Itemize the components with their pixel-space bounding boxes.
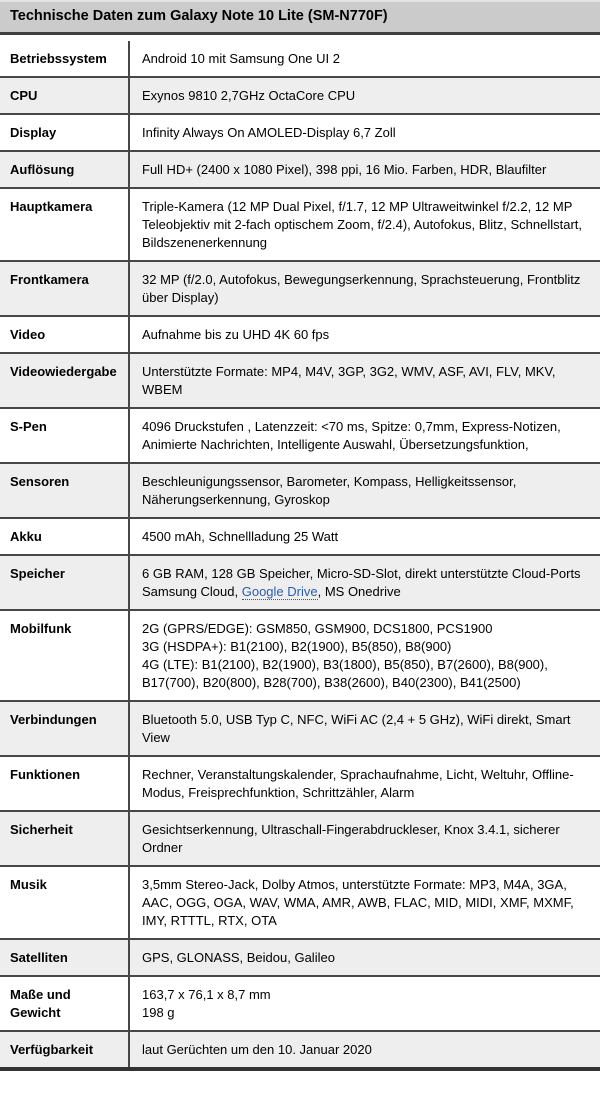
spec-value: 4500 mAh, Schnellladung 25 Watt [142, 529, 339, 544]
spec-label: Verbindungen [0, 702, 130, 755]
spec-value [130, 977, 600, 1030]
spec-label: CPU [0, 78, 130, 113]
spec-value: Beschleunigungssensor, Barometer, Kompass, Helligkeitssensor, Näherungserkennung, Gyroskop [142, 474, 517, 507]
spec-label: Maße und Gewicht [0, 977, 130, 1030]
spec-label: Videowiedergabe [0, 354, 130, 407]
spec-label: Verfügbarkeit [0, 1032, 130, 1067]
spec-value-line: 163,7 x 76,1 x 8,7 mm [142, 987, 271, 1002]
spec-value: Full HD+ (2400 x 1080 Pixel), 398 ppi, 16 Mio. Farben, HDR, Blaufilter [142, 162, 547, 177]
spec-value-text: , MS Onedrive [317, 584, 401, 599]
spec-row-masse-und-gewicht [0, 975, 600, 1030]
spec-row-video [0, 315, 600, 352]
spec-label: Satelliten [0, 940, 130, 975]
spec-value: laut Gerüchten um den 10. Januar 2020 [142, 1042, 372, 1057]
spec-label: Funktionen [0, 757, 130, 810]
spec-label: Sensoren [0, 464, 130, 517]
spec-value [130, 611, 600, 700]
spec-label: Sicherheit [0, 812, 130, 865]
spec-value: Gesichtserkennung, Ultraschall-Fingerabdruckleser, Knox 3.4.1, sicherer Ordner [142, 822, 560, 855]
spec-value [130, 556, 600, 609]
spec-label: Mobilfunk [0, 611, 130, 700]
spec-row-speicher [0, 554, 600, 609]
spec-value-line: 4G (LTE): B1(2100), B2(1900), B3(1800), B5(850), B7(2600), B8(900), B17(700), B20(800), B28(700), B38(2600), B40(2300), B41(2500) [142, 657, 548, 690]
spec-value-line: 198 g [142, 1005, 175, 1020]
spec-row-hauptkamera [0, 187, 600, 260]
spec-value: Bluetooth 5.0, USB Typ C, NFC, WiFi AC (2,4 + 5 GHz), WiFi direkt, Smart View [142, 712, 571, 745]
spec-label: Betriebssystem [0, 41, 130, 76]
spec-value: Infinity Always On AMOLED-Display 6,7 Zoll [142, 125, 396, 140]
spec-row-frontkamera [0, 260, 600, 315]
spec-label: Frontkamera [0, 262, 130, 315]
spec-row-musik [0, 865, 600, 938]
spec-row-betriebssystem [0, 41, 600, 76]
spec-row-mobilfunk [0, 609, 600, 700]
spec-table [0, 41, 600, 1071]
spec-value: Rechner, Veranstaltungskalender, Sprachaufnahme, Licht, Weltuhr, Offline-Modus, Freisprechfunktion, Schrittzähler, Alarm [142, 767, 574, 800]
spec-row-verbindungen [0, 700, 600, 755]
google-drive-link[interactable]: Google Drive [241, 584, 318, 599]
spec-row-cpu [0, 76, 600, 113]
spec-label: Akku [0, 519, 130, 554]
spec-row-sensoren [0, 462, 600, 517]
spec-label: Speicher [0, 556, 130, 609]
spec-value-line: 3G (HSDPA+): B1(2100), B2(1900), B5(850), B8(900) [142, 639, 452, 654]
spec-row-satelliten [0, 938, 600, 975]
spec-value: 4096 Druckstufen , Latenzzeit: <70 ms, Spitze: 0,7mm, Express-Notizen, Animierte Nachrichten, Intelligente Auswahl, Übersetzungsfunktion, [142, 419, 561, 452]
spec-label: Musik [0, 867, 130, 938]
page-title: Technische Daten zum Galaxy Note 10 Lite (SM-N770F) [0, 0, 600, 35]
spec-row-videowiedergabe [0, 352, 600, 407]
spec-row-s-pen [0, 407, 600, 462]
spec-value: 3,5mm Stereo-Jack, Dolby Atmos, unterstützte Formate: MP3, M4A, 3GA, AAC, OGG, OGA, WAV, WMA, AMR, AWB, FLAC, MID, MIDI, XMF, MXMF, IMY, RTTTL, RTX, OTA [142, 877, 574, 928]
spec-label: S-Pen [0, 409, 130, 462]
spec-label: Auflösung [0, 152, 130, 187]
spec-value: Aufnahme bis zu UHD 4K 60 fps [142, 327, 330, 342]
spec-row-sicherheit [0, 810, 600, 865]
spec-row-verfuegbarkeit [0, 1030, 600, 1067]
spec-row-akku [0, 517, 600, 554]
spec-row-funktionen [0, 755, 600, 810]
spec-value: Android 10 mit Samsung One UI 2 [142, 51, 340, 66]
spec-value: Exynos 9810 2,7GHz OctaCore CPU [142, 88, 356, 103]
spec-label: Hauptkamera [0, 189, 130, 260]
spec-label: Video [0, 317, 130, 352]
spec-value: Triple-Kamera (12 MP Dual Pixel, f/1.7, 12 MP Ultraweitwinkel f/2.2, 12 MP Teleobjektiv mit 2-fach optischem Zoom, f/2.4), Autofokus, Blitz, Schnellstart, Bildszenenerkennung [142, 199, 583, 250]
spec-value-text: 6 GB RAM, 128 GB Speicher, Micro-SD-Slot, direkt unterstützte Cloud-Ports Samsung Cloud, [142, 566, 581, 599]
spec-value-line: 2G (GPRS/EDGE): GSM850, GSM900, DCS1800, PCS1900 [142, 621, 493, 636]
spec-value: GPS, GLONASS, Beidou, Galileo [142, 950, 335, 965]
spec-value: 32 MP (f/2.0, Autofokus, Bewegungserkennung, Sprachsteuerung, Frontblitz über Display) [142, 272, 581, 305]
spec-label: Display [0, 115, 130, 150]
spec-row-aufloesung [0, 150, 600, 187]
spec-value: Unterstützte Formate: MP4, M4V, 3GP, 3G2, WMV, ASF, AVI, FLV, MKV, WBEM [142, 364, 556, 397]
spec-row-display [0, 113, 600, 150]
